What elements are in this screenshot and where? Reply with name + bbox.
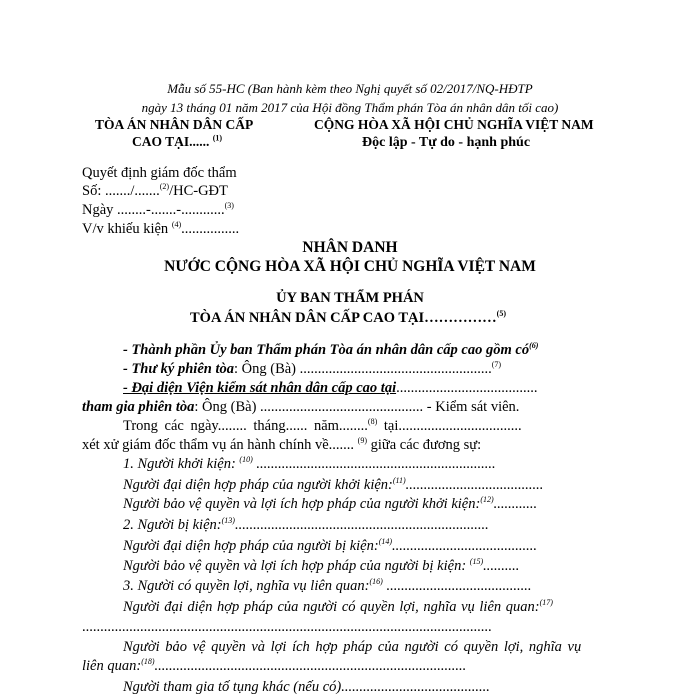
committee-court: TÒA ÁN NHÂN DÂN CẤP CAO TẠI……………$^{(5)}$ [190,309,506,326]
decision-date: Ngày ........-.......-............$^{(3)}$ [82,201,234,218]
clerk-line: - Thư ký phiên tòa: Ông (Bà) .....................................................$^{(7)}$ [123,360,502,377]
in-the-name-of: NHÂN DANH [302,239,398,256]
related-party-representative-line: Người đại diện hợp pháp của người có quyền lợi, nghĩa vụ liên quan:$^{(17)}$ [123,598,553,615]
court-name-line2: CAO TẠI...... $^{(1)}$ [132,133,223,149]
form-reference-line1: Mẫu số 55-HC (Ban hành kèm theo Nghị quyết số 02/2017/NQ-HĐTP [167,81,533,96]
other-participants-line: Người tham gia tố tụng khác (nếu có)......................................... [123,679,490,695]
plaintiff-protector-line: Người bảo vệ quyền và lợi ích hợp pháp của người khởi kiện:$^{(12)}$............ [123,495,538,512]
plaintiff-representative-line: Người đại diện hợp pháp của người khởi kiện:$^{(11)}$...................................... [123,476,544,493]
plaintiff-line: 1. Người khởi kiện: $^{(10)}$ .................................................................. [123,455,496,472]
footnote-ref: (1) [212,133,223,143]
state-name: NƯỚC CỘNG HÒA XÃ HỘI CHỦ NGHĨA VIỆT NAM [164,258,536,275]
trial-subject-line: xét xử giám đốc thẩm vụ án hành chính về....... $^{(9)}$ giữa các đương sự: [82,436,482,453]
form-reference-line2: ngày 13 tháng 01 năm 2017 của Hội đồng Thẩm phán Tòa án nhân dân tối cao) [141,100,559,115]
national-motto: Độc lập - Tự do - hạnh phúc [362,135,531,150]
related-party-protector-line: Người bảo vệ quyền và lợi ích hợp pháp của người có quyền lợi, nghĩa vụ [123,639,582,655]
participate-line: tham gia phiên tòa: Ông (Bà) ............................................. - Kiểm sát viên. [82,399,520,415]
defendant-line: 2. Người bị kiện:$^{(13)}$...................................................................... [123,516,489,533]
composition-line: - Thành phần Ủy ban Thẩm phán Tòa án nhân dân cấp cao gồm $có^{(6)}$ [123,341,539,358]
related-party-line: 3. Người có quyền lợi, nghĩa vụ liên quan:$^{(16)}$ ........................................ [123,577,532,594]
defendant-representative-line: Người đại diện hợp pháp của người bị kiện:$^{(14)}$........................................ [123,537,538,554]
related-party-protector-cont: liên quan:$^{(18)}$...................................................................................... [82,657,467,674]
related-party-representative-dots: ................................................................................................................. [82,620,492,635]
court-name-line1: TÒA ÁN NHÂN DÂN CẤP [95,117,254,132]
decision-number: Số: ......./.......$^{(2)}$/HC-GĐT [82,182,228,199]
defendant-protector-line: Người bảo vệ quyền và lợi ích hợp pháp của người bị kiện: $^{(15)}$.......... [123,557,520,574]
procuracy-line: - Đại diện Viện kiểm sát nhân dân cấp cao tại....................................... [123,380,538,396]
nation-name: CỘNG HÒA XÃ HỘI CHỦ NGHĨA VIỆT NAM [314,117,594,132]
decision-title: Quyết định giám đốc thẩm [82,165,237,181]
trial-dates-line: Trong các ngày........ tháng...... năm........$^{(8)}$ tại.................................. [123,417,522,434]
committee-title: ỦY BAN THẨM PHÁN [276,290,424,306]
decision-subject: V/v khiếu kiện $^{(4)}$................ [82,220,240,237]
